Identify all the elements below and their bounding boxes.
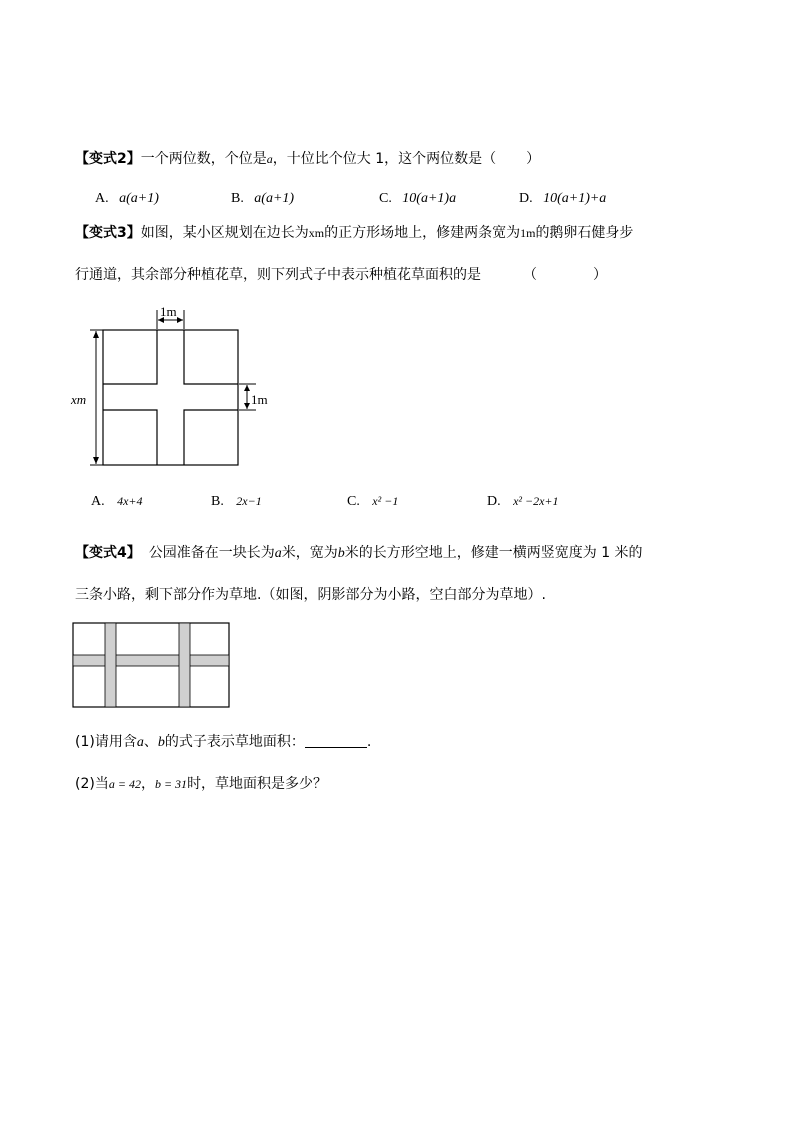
right-dim-arrow-bottom	[244, 403, 250, 409]
answer-blank[interactable]	[305, 733, 367, 748]
question-4-stem-line1: 【变式4】 公园准备在一块长为a米，宽为b米的长方形空地上，修建一横两竖宽度为 1 米的	[75, 545, 643, 561]
path-edge-bottom-left	[103, 410, 157, 465]
right-dim-arrow-top	[244, 385, 250, 391]
question-4-sub-2: (2)当a = 42，b = 31时，草地面积是多少？	[75, 776, 328, 792]
question-4-sub-1: (1)请用含a、b的式子表示草地面积： .	[75, 734, 372, 750]
question-3-option-b[interactable]: B. 2x−1	[211, 494, 262, 509]
question-4-label: 【变式4】	[75, 545, 141, 561]
question-2-stem: 【变式2】一个两位数，个位是a，十位比个位大 1，这个两位数是（ ）	[75, 151, 541, 167]
left-dim-arrow-bottom	[93, 457, 99, 464]
question-2-label: 【变式2】	[75, 151, 141, 167]
question-2-option-c[interactable]: C. 10(a+1)a	[379, 191, 457, 206]
question-4-stem-line2: 三条小路，剩下部分作为草地.（如图，阴影部分为小路，空白部分为草地）.	[75, 587, 546, 603]
question-2-option-d[interactable]: D. 10(a+1)+a	[519, 191, 607, 206]
park-lawn-figure	[72, 622, 232, 708]
question-3-option-a[interactable]: A. 4x+4	[91, 494, 143, 509]
question-2-option-b[interactable]: B. a(a+1)	[231, 191, 295, 206]
left-dim-arrow-top	[93, 331, 99, 338]
path-edge-top-right	[184, 330, 238, 384]
question-3-stem-line1: 【变式3】如图，某小区规划在边长为xm的正方形场地上，修建两条宽为1m的鹅卵石健身步	[75, 225, 634, 241]
question-3-stem-line2: 行通道，其余部分种植花草，则下列式子中表示种植花草面积的是 （ ）	[75, 267, 607, 283]
top-dim-label: 1m	[160, 304, 177, 319]
question-3-label: 【变式3】	[75, 225, 141, 241]
vertical-path-left	[105, 623, 116, 707]
left-dim-label: xm	[71, 392, 87, 407]
square-field-figure	[68, 300, 278, 472]
question-3-option-d[interactable]: D. x² −2x+1	[487, 494, 559, 509]
top-dim-arrow-right	[177, 317, 183, 323]
question-3-option-c[interactable]: C. x² −1	[347, 494, 399, 509]
path-edge-bottom-right	[184, 410, 238, 465]
question-2-option-a[interactable]: A. a(a+1)	[95, 191, 159, 206]
path-edge-top-left	[103, 330, 157, 384]
horizontal-path	[73, 655, 229, 666]
vertical-path-right	[179, 623, 190, 707]
field-outline	[103, 330, 238, 465]
right-dim-label: 1m	[251, 392, 268, 407]
